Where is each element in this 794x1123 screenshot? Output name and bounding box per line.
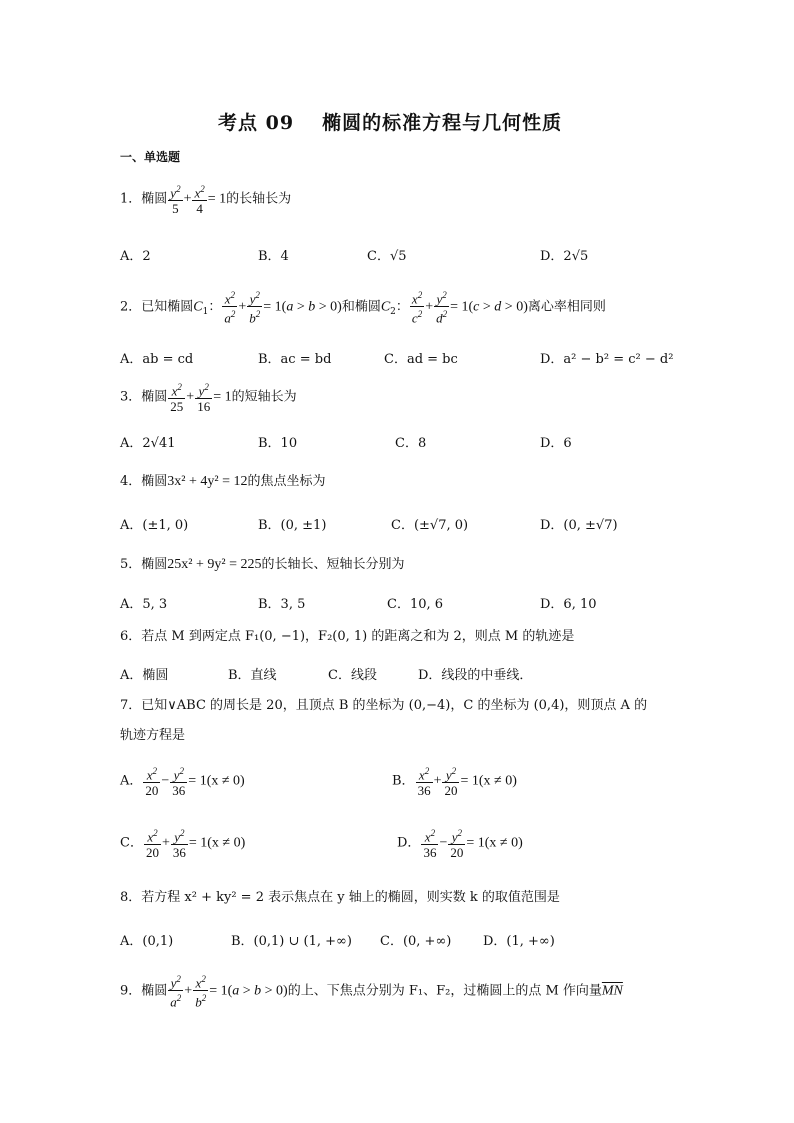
q3-option-a[interactable]: A．2√41 [120,436,176,451]
q7-option-c-cond: = 1(x ≠ 0) [188,835,246,851]
q2-option-d[interactable]: D．a² − b² = c² − d² [540,352,674,367]
q5-option-d[interactable]: D．6, 10 [540,597,597,612]
q5-prefix: 5．椭圆 [120,557,168,572]
q4-option-c[interactable]: C．(±√7, 0) [391,518,469,533]
q9-vector: $\overline{MN}$ [601,983,623,999]
q5-option-b[interactable]: B．3, 5 [258,597,306,612]
q9-mid: 的上、下焦点分别为 F₁、F₂，过椭圆上的点 M 作向量 [287,983,602,999]
q3-option-d[interactable]: D．6 [540,436,572,451]
q3-option-c[interactable]: C．8 [395,436,427,451]
q1-suffix: 的长轴长为 [226,191,292,207]
q5-suffix: 的长轴长、短轴长分别为 [261,557,405,572]
q5-option-c[interactable]: C．10, 6 [387,597,444,612]
q7-option-d-label: D． [397,835,421,851]
q2-option-c[interactable]: C．ad = bc [384,352,458,367]
q7-option-c-label: C． [120,835,143,851]
question-3: 3．椭圆 $\frac{x^2}{25}$ + $\frac{y^2}{16}$ = 1的短轴长为 [120,382,297,415]
q6-option-d[interactable]: D．线段的中垂线． [418,668,533,683]
q7-option-a-label: A． [120,773,143,789]
q1-option-b[interactable]: B．4 [258,249,289,264]
q7-option-b-label: B． [392,773,415,789]
q3-option-b[interactable]: B．10 [258,436,298,451]
q8-option-c[interactable]: C．(0, +∞) [380,934,452,949]
q2-mid: 和椭圆 [341,299,381,315]
q1-prefix: 1．椭圆 [120,191,168,207]
q7-option-a-cond: = 1(x ≠ 0) [188,773,245,789]
q8-option-b[interactable]: B．(0,1) ∪ (1, +∞) [231,934,352,949]
q8-option-d[interactable]: D．(1, +∞) [483,934,555,949]
q8-option-a[interactable]: A．(0,1) [120,934,174,949]
question-4 [120,472,325,492]
q4-option-a[interactable]: A．(±1, 0) [120,518,189,533]
q1-frac-1: $\frac{y^2}{5}$ [170,184,181,217]
question-2: 2．已知椭圆$C_1$： $\frac{x^2}{a^2}$ + $\frac{y^2}{b^2}$ = 1(a > b > 0)和椭圆$C_2$： $\frac{x^2}{c^2}$ + $\frac{y^2}{d^2}$ = 1(c > d > 0)离心率相同则 [120,290,606,326]
question-7-line-1: 7．已知∨ABC 的周长是 20，且顶点 B 的坐标为 (0,−4)，C 的坐标为 (0,4)，则顶点 A 的 [120,698,648,713]
q3-suffix: 的短轴长为 [231,389,297,405]
q7-option-c[interactable]: C． $\frac{x^2}{20}$ + $\frac{y^2}{36}$ = 1(x ≠ 0) [120,828,246,861]
q6-option-b[interactable]: B．直线 [228,668,277,683]
q7-option-d-cond: = 1(x ≠ 0) [466,835,523,851]
q2-option-a[interactable]: A．ab = cd [120,352,194,367]
q4-option-d[interactable]: D．(0, ±√7) [540,518,618,533]
q1-option-a[interactable]: A．2 [120,249,151,264]
q3-prefix: 3．椭圆 [120,389,168,405]
page-title [218,108,562,135]
q4-equation: 3x² + 4y² = 12 [167,474,248,489]
q2-prefix: 2．已知椭圆 [120,299,194,315]
q1-option-c[interactable]: C．√5 [367,249,407,264]
q4-prefix: 4．椭圆 [120,474,168,489]
question-5 [120,555,404,575]
q7-option-b-cond: = 1(x ≠ 0) [460,773,517,789]
q4-suffix: 的焦点坐标为 [247,474,326,489]
question-9: 9．椭圆 $\frac{y^2}{a^2}$ + $\frac{x^2}{b^2}$ = 1(a > b > 0)的上、下焦点分别为 F₁、F₂，过椭圆上的点 M 作向量$\overline{MN}$ [120,974,623,1010]
q6-option-a[interactable]: A．椭圆 [120,668,169,683]
q2-option-b[interactable]: B．ac = bd [258,352,332,367]
question-1: 1．椭圆 $\frac{y^2}{5}$ + $\frac{x^2}{4}$ = 1的长轴长为 [120,184,292,217]
title-code: 考点 09 [218,112,295,134]
question-6: 6．若点 M 到两定点 F₁(0, −1)，F₂(0, 1) 的距离之和为 2，则点 M 的轨迹是 [120,629,575,644]
title-name: 椭圆的标准方程与几何性质 [322,112,563,134]
q5-equation: 25x² + 9y² = 225 [167,557,262,572]
q7-option-a[interactable]: A． $\frac{x^2}{20}$ − $\frac{y^2}{36}$ = 1(x ≠ 0) [120,766,245,799]
q7-option-b[interactable]: B． $\frac{x^2}{36}$ + $\frac{y^2}{20}$ = 1(x ≠ 0) [392,766,517,799]
q2-suffix: 离心率相同则 [527,299,606,315]
q4-option-b[interactable]: B．(0, ±1) [258,518,327,533]
q6-option-c[interactable]: C．线段 [328,668,377,683]
q5-option-a[interactable]: A．5, 3 [120,597,168,612]
q9-prefix: 9．椭圆 [120,983,168,999]
question-7-line-2: 轨迹方程是 [120,728,186,743]
q7-option-d[interactable]: D． $\frac{x^2}{36}$ − $\frac{y^2}{20}$ = 1(x ≠ 0) [397,828,523,861]
section-heading: 一、单选题 [120,150,181,164]
question-8: 8．若方程 x² + ky² = 2 表示焦点在 y 轴上的椭圆，则实数 k 的取值范围是 [120,890,560,905]
q1-frac-2: $\frac{x^2}{4}$ [194,184,205,217]
q1-option-d[interactable]: D．2√5 [540,249,589,264]
